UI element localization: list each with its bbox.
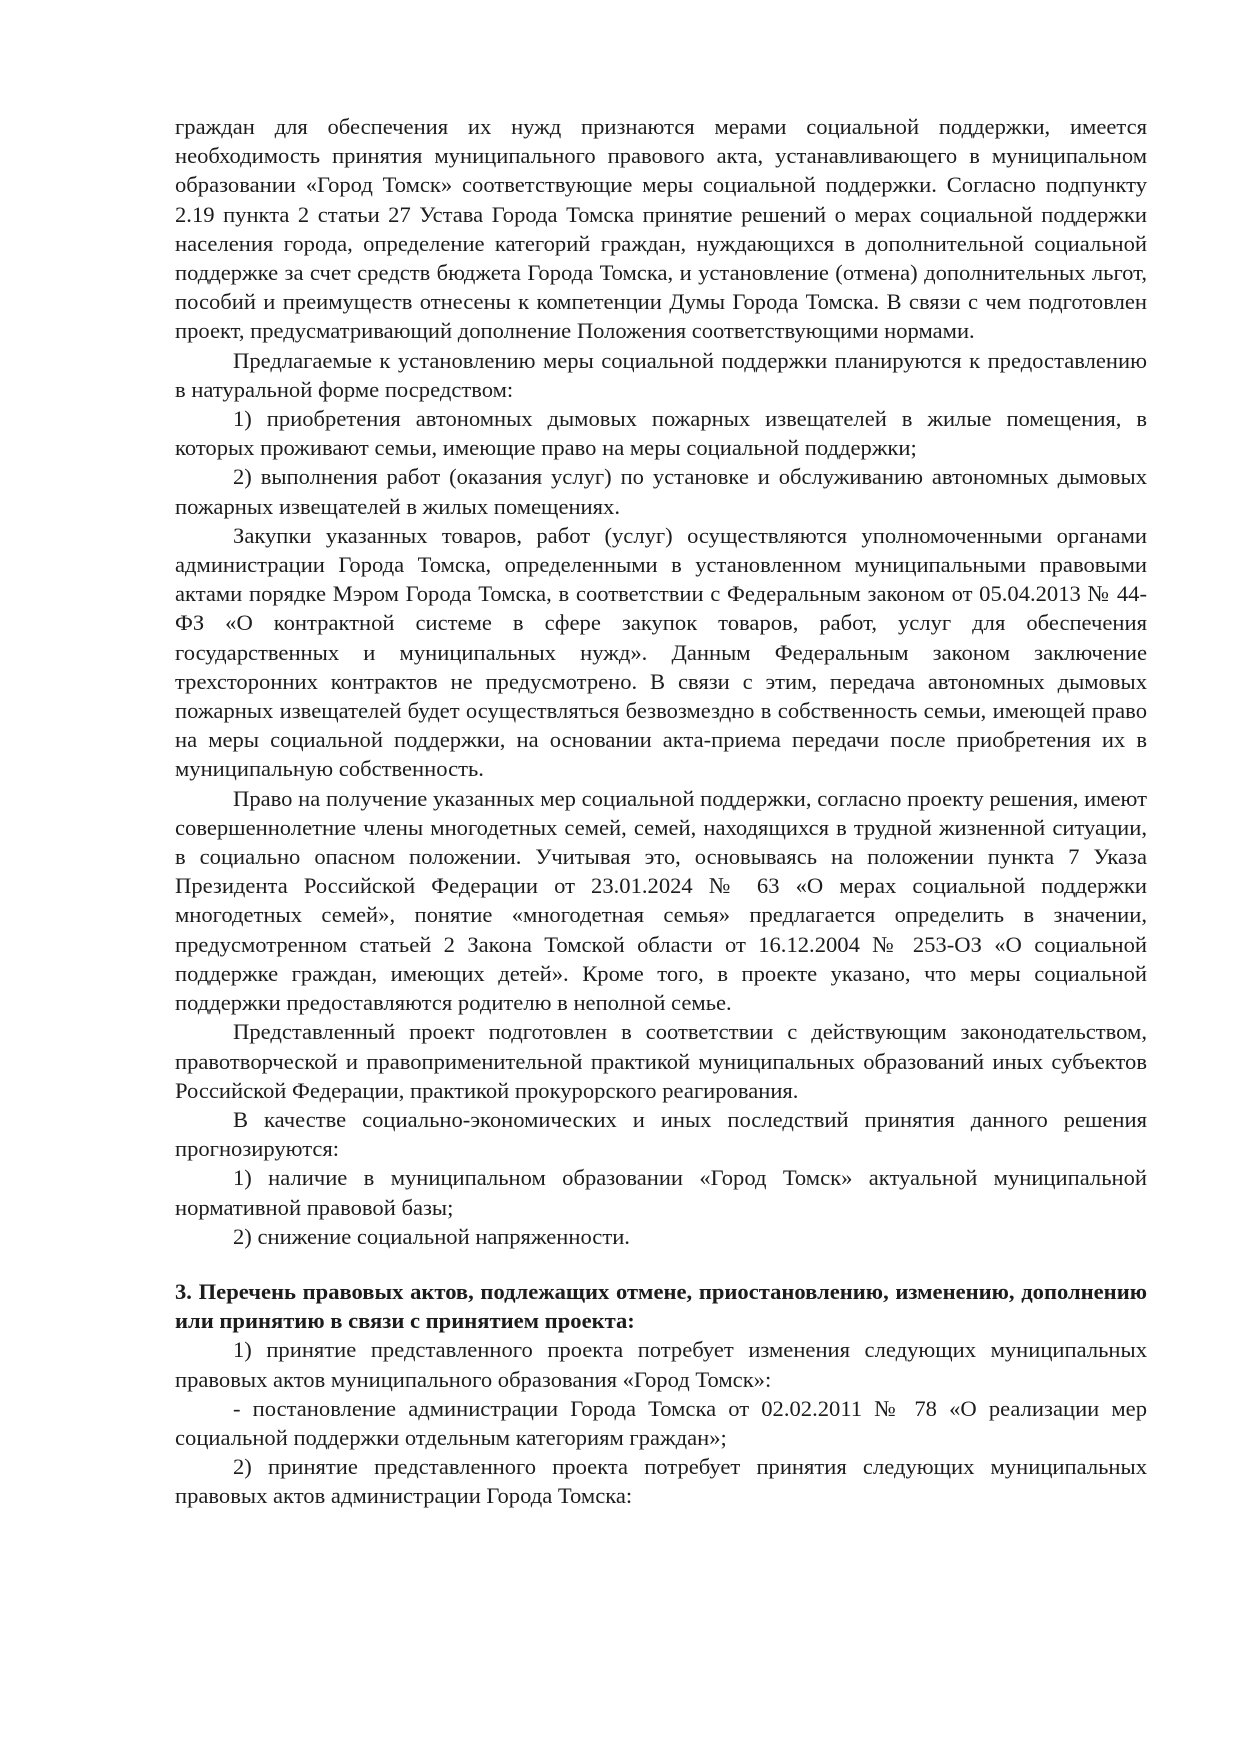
section-list-item-resolution: - постановление администрации Города Томска от 02.02.2011 № 78 «О реализации мер социальной поддержки отдельным категориям граждан»; [175, 1395, 1147, 1450]
list-item-acquisition: 1) приобретения автономных дымовых пожарных извещателей в жилые помещения, в которых проживают семьи, имеющие право на меры социальной поддержки; [175, 406, 1147, 461]
section-heading-legal-acts: 3. Перечень правовых актов, подлежащих отмене, приостановлению, изменению, дополнению или принятию в связи с принятием проекта: [175, 1278, 1147, 1334]
paragraph-continuation: граждан для обеспечения их нужд признаются мерами социальной поддержки, имеется необходимость принятия муниципального правового акта, устанавливающего в муниципальном образовании «Город Томск» соответствующие меры социальной поддержки. Согласно подпункту 2.19 пункта 2 статьи 27 Устава Города Томска принятие решений о мерах социальной поддержки населения города, определение категорий граждан, нуждающихся в дополнительной социальной поддержке за счет средств бюджета Города Томска, и установление (отмена) дополнительных льгот, пособий и преимуществ отнесены к компетенции Думы Города Томска. В связи с чем подготовлен проект, предусматривающий дополнение Положения соответствующими нормами. [175, 114, 1147, 344]
list-item-installation: 2) выполнения работ (оказания услуг) по установке и обслуживанию автономных дымовых пожарных извещателей в жилых помещениях. [175, 464, 1147, 519]
document-body [175, 112, 1147, 1511]
section-list-item-amend: 1) принятие представленного проекта потребует изменения следующих муниципальных правовых актов муниципального образования «Город Томск»: [175, 1337, 1147, 1392]
section-list-item-adopt: 2) принятие представленного проекта потребует принятия следующих муниципальных правовых актов администрации Города Томска: [175, 1454, 1147, 1509]
list-item-consequence-tension: 2) снижение социальной напряженности. [233, 1223, 630, 1249]
paragraph-proposed-measures: Предлагаемые к установлению меры социальной поддержки планируются к предоставлению в натуральной форме посредством: [175, 347, 1147, 402]
paragraph-eligibility: Право на получение указанных мер социальной поддержки, согласно проекту решения, имеют совершеннолетние члены многодетных семей, семей, находящихся в трудной жизненной ситуации, в социально опасном положении. Учитывая это, основываясь на положении пункта 7 Указа Президента Российской Федерации от 23.01.2024 № 63 «О мерах социальной поддержки многодетных семей», понятие «многодетная семья» предлагается определить в значении, предусмотренном статьей 2 Закона Томской области от 16.12.2004 № 253-ОЗ «О социальной поддержке граждан, имеющих детей». Кроме того, в проекте указано, что меры социальной поддержки предоставляются родителю в неполной семье. [175, 785, 1147, 1016]
paragraph-presented-project: Представленный проект подготовлен в соответствии с действующим законодательством, правотворческой и правоприменительной практикой муниципальных образований иных субъектов Российской Федерации, практикой прокурорского реагирования. [175, 1019, 1147, 1103]
list-item-consequence-legal-base: 1) наличие в муниципальном образовании «Город Томск» актуальной муниципальной нормативной правовой базы; [175, 1165, 1147, 1220]
paragraph-consequences: В качестве социально-экономических и иных последствий принятия данного решения прогнозируются: [175, 1106, 1147, 1162]
paragraph-procurement: Закупки указанных товаров, работ (услуг) осуществляются уполномоченными органами администрации Города Томска, определенными в установленном муниципальными правовыми актами порядке Мэром Города Томска, в соответствии с Федеральным законом от 05.04.2013 № 44-ФЗ «О контрактной системе в сфере закупок товаров, работ, услуг для обеспечения государственных и муниципальных нужд». Данным Федеральным законом заключение трехсторонних контрактов не предусмотрено. В связи с этим, передача автономных дымовых пожарных извещателей будет осуществляться безвозмездно в собственность семьи, имеющей право на меры социальной поддержки, на основании акта-приема передачи после приобретения их в муниципальную собственность. [175, 522, 1147, 782]
